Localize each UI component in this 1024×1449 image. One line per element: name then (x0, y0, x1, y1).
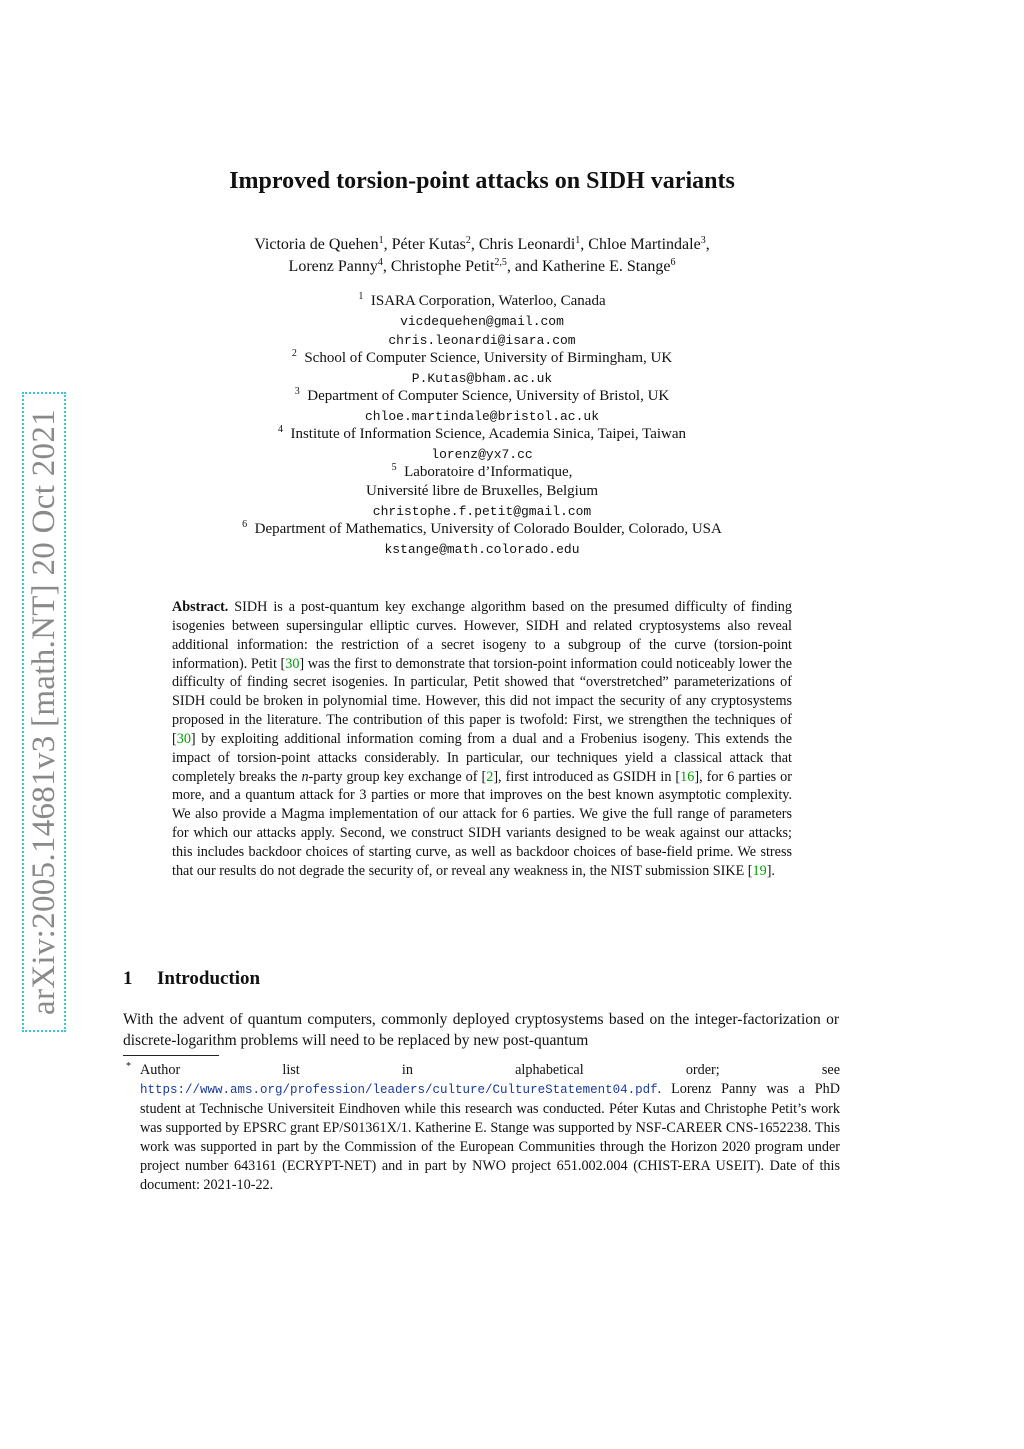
footnote-text: Author list in alphabetical order; see (140, 1062, 840, 1078)
author-separator: , (383, 236, 392, 253)
affiliation-5 (0, 463, 964, 482)
affiliation-marker: 2 (465, 235, 471, 246)
affiliation-3 (0, 387, 964, 406)
introduction-paragraph: With the advent of quantum computers, commonly deployed cryptosystems based on the integer-factorization or discrete-logarithm problems will need to be replaced by new post-quantum (123, 1011, 839, 1049)
math-variable: n (301, 768, 309, 785)
footnote (126, 1061, 840, 1195)
affiliation-marker: 2,5 (494, 257, 507, 268)
citation-link[interactable]: 19 (752, 862, 767, 879)
affiliation-6 (0, 520, 964, 539)
section-number: 1 (123, 968, 133, 989)
abstract-text: ] by exploiting additional information coming from a dual and a Frobenius isogeny. This extends the impact of torsion-point attacks considerably. In particular, our techniques yield a classical attack that completely breaks the (172, 730, 792, 785)
affiliation-marker: 3 (700, 235, 706, 246)
author-name: Lorenz Panny (288, 258, 378, 275)
affiliation-4 (0, 425, 964, 444)
paper-title: Improved torsion-point attacks on SIDH variants (229, 168, 735, 194)
section-heading (123, 968, 260, 990)
affiliation-number: 6 (242, 519, 248, 530)
affiliation-name: Department of Computer Science, University of Bristol, UK (307, 388, 670, 404)
author-name: Péter Kutas (391, 236, 466, 253)
abstract-text: ], for 6 parties or more, and a quantum attack for 3 parties or more that improves on the best known asymptotic complexity. We also provide a Magma implementation of our attack for 6 parties. We give the full range of parameters for which our attacks apply. Second, we construct SIDH variants designed to be weak against our attacks; this includes backdoor choices of starting curve, as well as backdoor choices of base-field prime. We stress that our results do not degrade the security of, or reveal any weakness in, the NIST submission SIKE [ (172, 768, 792, 879)
abstract-label: Abstract. (172, 599, 229, 615)
email-address[interactable]: christophe.f.petit@gmail.com (372, 504, 592, 519)
footnote-divider (123, 1055, 219, 1056)
affiliation-number: 2 (291, 348, 297, 359)
affiliation-name: ISARA Corporation, Waterloo, Canada (370, 293, 606, 309)
email-address[interactable]: chloe.martindale@bristol.ac.uk (364, 409, 600, 424)
citation-link[interactable]: 2 (486, 768, 494, 785)
citation-link[interactable]: 16 (680, 768, 695, 785)
author-name: Christophe Petit (390, 258, 495, 275)
affiliation-1 (0, 292, 964, 311)
email-address[interactable]: kstange@math.colorado.edu (384, 542, 580, 557)
footnote-text: . Lorenz Panny was a PhD student at Technische Universiteit Eindhoven while this research was conducted. Péter Kutas and Christophe Petit’s work was supported by EPSRC grant EP/S01361X/1. Katherine E. Stange was supported by NSF-CAREER CNS-1652238. This work was supported in part by the Commission of the European Communities through the Horizon 2020 program under project number 643161 (ECRYPT-NET) and in part by NWO project 651.002.004 (CHIST-ERA USEIT). Date of this document: 2021-10-22. (140, 1081, 840, 1193)
abstract-text: -party group key exchange of [ (308, 768, 487, 785)
affiliation-marker: 1 (378, 235, 384, 246)
section-title: Introduction (157, 968, 261, 989)
affiliation-number: 1 (358, 291, 364, 302)
email-address[interactable]: vicdequehen@gmail.com (400, 314, 564, 329)
affiliation-2 (0, 349, 964, 368)
arxiv-identifier-stamp: arXiv:2005.14681v3 [math.NT] 20 Oct 2021 (22, 392, 66, 1032)
author-name: Chloe Martindale (588, 236, 701, 253)
footnote-mark: * (126, 1061, 131, 1072)
abstract-text: ] was the first to demonstrate that torsion-point information could noticeably lower the difficulty of finding secret isogenies. In particular, Petit showed that “overstretched” parameterizations of SIDH could be broken in polynomial time. However, this did not impact the security of any cryptosystems proposed in the literature. The contribution of this paper is twofold: First, we strengthen the techniques of [ (172, 655, 792, 747)
author-name: Victoria de Quehen (254, 236, 379, 253)
author-list-line-1 (0, 234, 964, 256)
author-separator: , (580, 236, 589, 253)
affiliation-marker: 4 (377, 257, 383, 268)
author-separator: , (705, 236, 710, 253)
affiliation-marker: 6 (670, 257, 676, 268)
author-list-line-2 (0, 256, 964, 278)
affiliation-name: Laboratoire d’Informatique, (404, 464, 573, 480)
affiliation-5-continued: Université libre de Bruxelles, Belgium (365, 483, 599, 499)
abstract-text: ], first introduced as GSIDH in [ (493, 768, 681, 785)
author-separator: , (382, 258, 391, 275)
abstract (172, 598, 792, 881)
email-address[interactable]: chris.leonardi@isara.com (388, 333, 576, 348)
abstract-text: SIDH is a post-quantum key exchange algorithm based on the presumed difficulty of finding isogenies between supersingular elliptic curves. However, SIDH and related cryptosystems also reveal additional information: the restriction of a secret isogeny to a subgroup of the curve (torsion-point information). Petit [ (172, 599, 792, 672)
author-name: Chris Leonardi (478, 236, 576, 253)
affiliation-number: 5 (391, 462, 397, 473)
affiliation-name: School of Computer Science, University of Birmingham, UK (304, 350, 673, 366)
affiliation-number: 3 (294, 386, 300, 397)
affiliation-name: Institute of Information Science, Academia Sinica, Taipei, Taiwan (290, 426, 687, 442)
author-separator: , (470, 236, 479, 253)
citation-link[interactable]: 30 (285, 655, 300, 672)
affiliation-name: Department of Mathematics, University of Colorado Boulder, Colorado, USA (254, 521, 722, 537)
footnote-url-link[interactable]: https://www.ams.org/profession/leaders/culture/CultureStatement04.pdf (140, 1083, 658, 1097)
affiliation-marker: 1 (575, 235, 581, 246)
author-separator: , and (506, 258, 543, 275)
abstract-text: ]. (766, 862, 775, 879)
author-name: Katherine E. Stange (542, 258, 671, 275)
email-address[interactable]: lorenz@yx7.cc (431, 447, 533, 462)
email-address[interactable]: P.Kutas@bham.ac.uk (411, 371, 553, 386)
affiliation-number: 4 (277, 424, 283, 435)
citation-link[interactable]: 30 (176, 730, 191, 747)
